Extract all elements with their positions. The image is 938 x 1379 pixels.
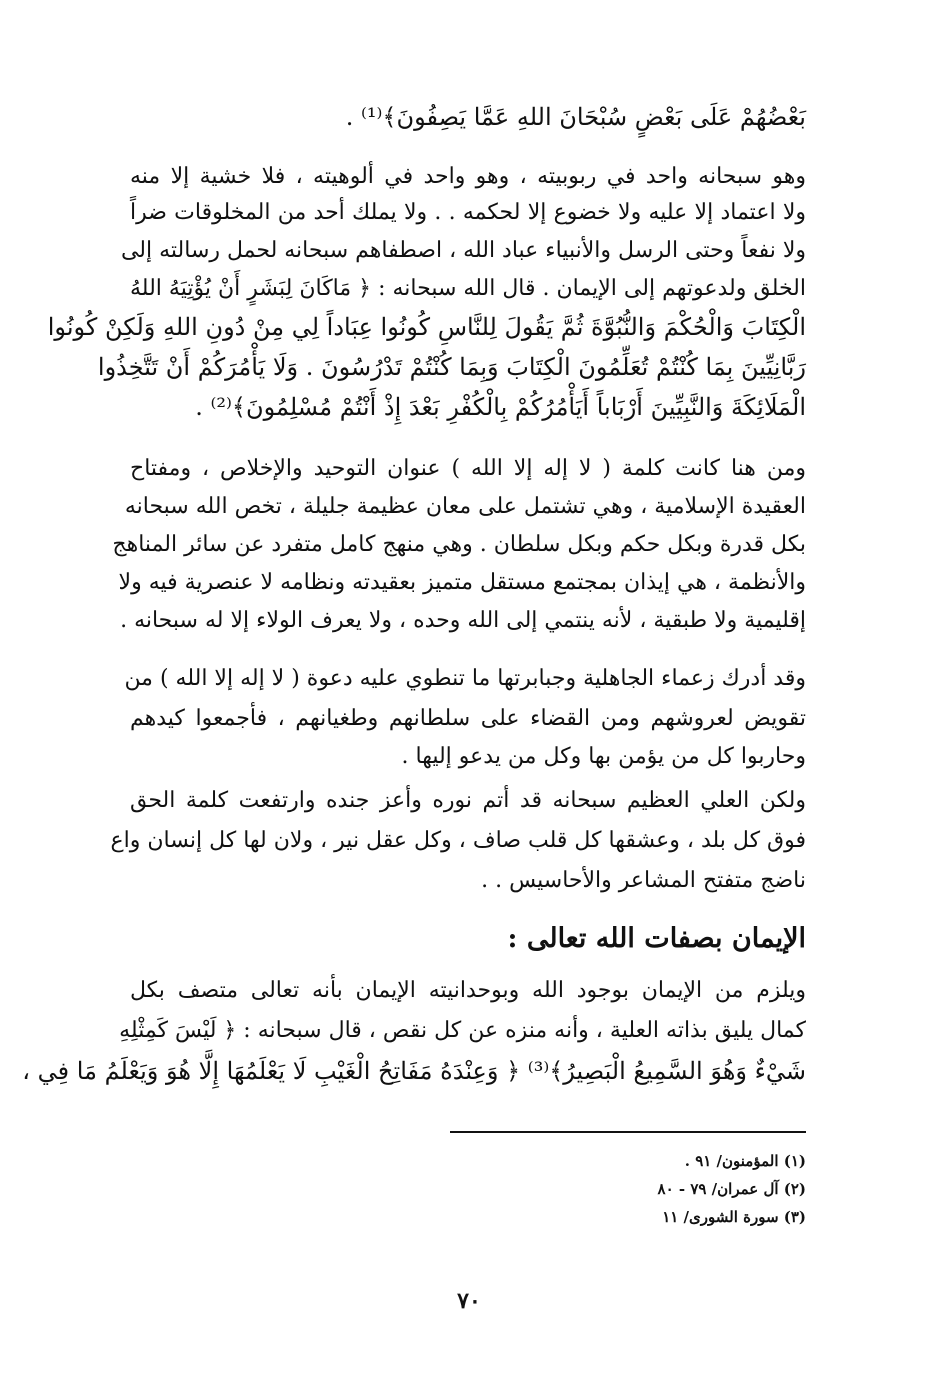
footnote: (١) المؤمنون/ ٩١ . [684, 1152, 806, 1170]
section-heading: الإيمان بصفات الله تعالى : [507, 923, 806, 954]
footnote: (٢) آل عمران/ ٧٩ - ٨٠ [657, 1180, 806, 1198]
text-line: بكل قدرة وبكل حكم وبكل سلطان . وهي منهج كامل متفرد عن سائر المناهج [112, 532, 806, 557]
verse-line: الْكِتَابَ وَالْحُكْمَ وَالنُّبُوَّةَ ثُمَّ يَقُولَ لِلنَّاسِ كُونُوا عِبَاداً لِي مِنْ دُونِ اللهِ وَلَكِنْ كُونُوا [47, 313, 806, 341]
text-line: والأنظمة ، هي إيذان بمجتمع مستقل متميز بعقيدته ونظامه لا عنصرية فيه ولا [118, 570, 806, 595]
verse-line: الْمَلَائِكَةَ وَالنَّبِيِّينَ أَرْبَاباً أَيَأْمُرُكُمْ بِالْكُفْرِ بَعْدَ إِذْ أَنْتُمْ مُسْلِمُونَ﴾⁽²⁾ . [195, 393, 806, 421]
text-line: ويلزم من الإيمان بوجود الله وبوحدانيته الإيمان بأنه تعالى متصف بكل [130, 978, 806, 1003]
text-line: ناضج متفتح المشاعر والأحاسيس . . [481, 868, 806, 893]
text-line: ومن هنا كانت كلمة ( لا إله إلا الله ) عنوان التوحيد والإخلاص ، ومفتاح [130, 456, 806, 481]
text-line: فوق كل بلد ، وعشقها كل قلب صاف ، وكل عقل نير ، ولان لها كل إنسان واع [110, 828, 806, 853]
text-line: وقد أدرك زعماء الجاهلية وجبابرتها ما تنطوي عليه دعوة ( لا إله إلا الله ) من [124, 666, 806, 691]
text-line: إقليمية ولا طبقية ، لأنه ينتمي إلى الله وحده ، ولا يعرف الولاء إلا له سبحانه . [120, 608, 806, 633]
text-line: وهو سبحانه واحد في ربوبيته ، وهو واحد في ألوهيته ، فلا خشية إلا منه [130, 164, 806, 189]
verse-line: رَبَّانِيِّينَ بِمَا كُنْتُمْ تُعَلِّمُونَ الْكِتَابَ وَبِمَا كُنْتُمْ تَدْرُسُونَ . وَلَا يَأْمُرَكُمْ أَنْ تَتَّخِذُوا [97, 353, 806, 381]
text-line: ولا نفعاً وحتى الرسل والأنبياء عباد الله ، اصطفاهم سبحانه لحمل رسالته إلى [120, 238, 806, 263]
footnote-separator [450, 1131, 806, 1133]
text-line: تقويض لعروشهم ومن القضاء على سلطانهم وطغيانهم ، فأجمعوا كيدهم [130, 706, 806, 731]
page-number: ٧٠ [457, 1288, 481, 1314]
footnote: (٣) سورة الشورى/ ١١ [662, 1208, 806, 1226]
verse-line: شَيْءٌ وَهُوَ السَّمِيعُ الْبَصِيرُ﴾⁽³⁾ ﴿ وَعِنْدَهُ مَفَاتِحُ الْغَيْبِ لَا يَعْلَمُهَا إِلَّا هُوَ وَيَعْلَمُ مَا فِي ، [22, 1057, 806, 1085]
text-line: كمال يليق بذاته العلية ، وأنه منزه عن كل نقص ، قال سبحانه : ﴿ لَيْسَ كَمِثْلِهِ [119, 1018, 806, 1043]
text-line: ولا اعتماد إلا عليه ولا خضوع إلا لحكمه . . ولا يملك أحد من المخلوقات ضراً [130, 200, 806, 225]
text-line: ولكن العلي العظيم سبحانه قد أتم نوره وأعز جنده وارتفعت كلمة الحق [130, 788, 806, 813]
text-line: العقيدة الإسلامية ، وهي تشتمل على معان عظيمة جليلة ، تخص الله سبحانه [124, 494, 806, 519]
verse-line: بَعْضُهُمْ عَلَى بَعْضٍ سُبْحَانَ اللهِ عَمَّا يَصِفُونَ﴾⁽¹⁾ . [345, 103, 806, 131]
text-line: وحاربوا كل من يؤمن بها وكل من يدعو إليها . [401, 744, 806, 769]
text-line: الخلق ولدعوتهم إلى الإيمان . قال الله سبحانه : ﴿ مَاكَانَ لِبَشَرٍ أَنْ يُؤْتِيَهُ اللهُ [130, 276, 806, 301]
